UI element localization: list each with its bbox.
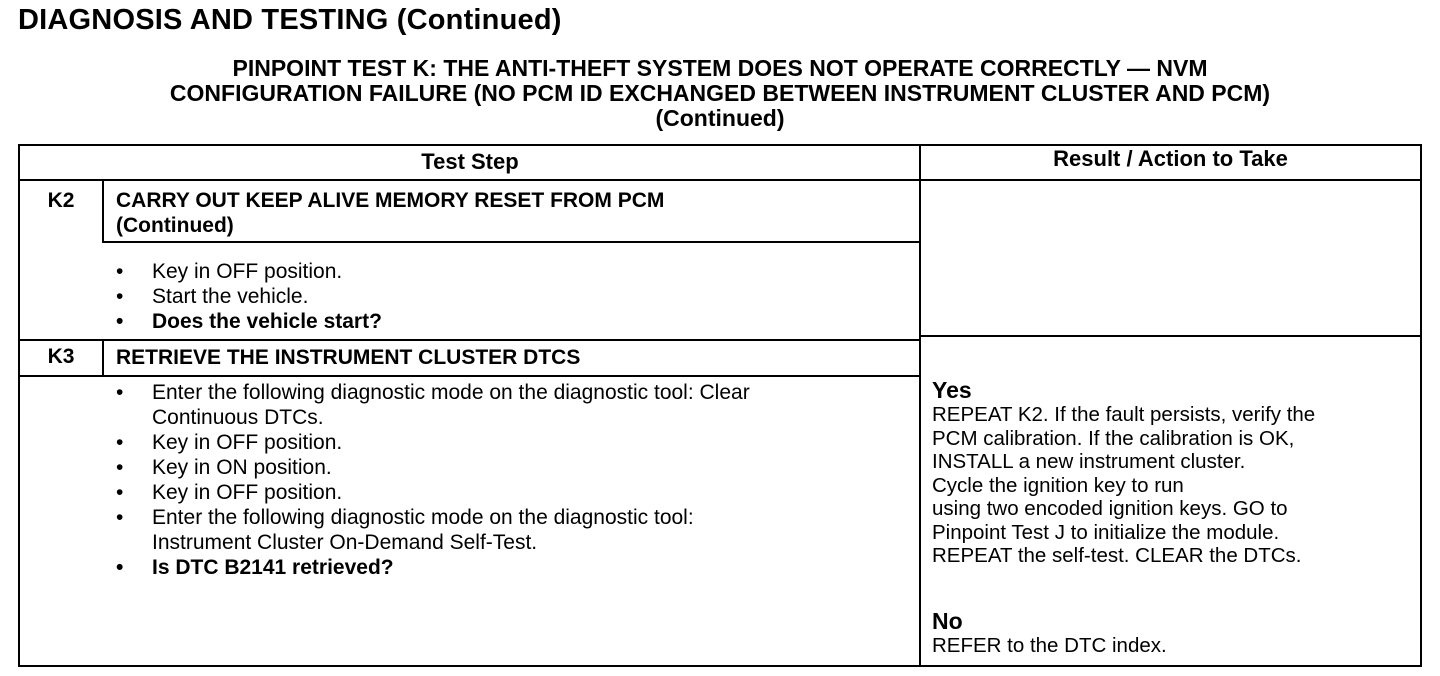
k2-k3-divider	[20, 339, 920, 341]
result-yes-line: INSTALL a new instrument cluster.	[932, 450, 1246, 473]
list-item: • Enter the following diagnostic mode on the diagnostic tool: Clear Continuous DTCs.	[116, 381, 750, 429]
result-yes-line: Cycle the ignition key to run	[932, 473, 1184, 497]
bullet-icon: •	[116, 506, 124, 529]
k2-title-divider	[102, 241, 920, 243]
pinpoint-test-table	[18, 144, 1422, 667]
pinpoint-test-title	[18, 56, 1422, 131]
k3-title-divider	[20, 375, 920, 377]
list-item-question: • Is DTC B2141 retrieved?	[116, 556, 394, 579]
header-result-action: Result / Action to Take	[1053, 146, 1288, 171]
bullet-icon: •	[116, 431, 124, 454]
result-yes-line: REPEAT K2. If the fault persists, verify the	[932, 403, 1316, 426]
list-item-question: • Does the vehicle start?	[116, 310, 382, 333]
bullet-icon: •	[116, 310, 124, 333]
list-item: • Start the vehicle.	[116, 285, 309, 308]
step-title-k2-line-1: CARRY OUT KEEP ALIVE MEMORY RESET FROM PCM	[116, 189, 665, 212]
bullet-icon: •	[116, 481, 124, 504]
bullet-icon: •	[116, 556, 124, 579]
result-yes-line: using two encoded ignition keys. GO to	[932, 497, 1288, 520]
step-k3-instructions	[116, 380, 916, 580]
bullet-icon: •	[116, 285, 124, 308]
result-yes-label: Yes	[932, 377, 972, 403]
bullet-icon: •	[116, 456, 124, 479]
step-id-k2: K2	[47, 189, 75, 212]
id-column-divider-k3	[102, 341, 104, 377]
list-item: • Key in ON position.	[116, 456, 332, 479]
step-title-k2-line-2: (Continued)	[116, 214, 234, 237]
step-id-k3: K3	[47, 345, 75, 368]
page-title: DIAGNOSIS AND TESTING (Continued)	[18, 4, 562, 36]
bullet-icon: •	[116, 381, 124, 404]
result-divider	[920, 335, 1420, 337]
header-test-step: Test Step	[421, 149, 519, 174]
list-item: • Key in OFF position.	[116, 260, 343, 283]
list-item: • Enter the following diagnostic mode on the diagnostic tool: Instrument Cluster On-Demand Self-Test.	[116, 506, 694, 554]
result-yes-line: Pinpoint Test J to initialize the module.	[932, 520, 1280, 544]
result-yes-line: PCM calibration. If the calibration is OK,	[932, 426, 1295, 450]
list-item: • Key in OFF position.	[116, 481, 343, 504]
result-no-label: No	[932, 607, 963, 634]
header-divider	[20, 179, 1420, 181]
id-column-divider-k2	[102, 181, 104, 242]
step-title-k2	[116, 188, 916, 238]
result-yes-action	[932, 403, 1418, 568]
test-title-line-2: CONFIGURATION FAILURE (NO PCM ID EXCHANGED BETWEEN INSTRUMENT CLUSTER AND PCM)	[169, 80, 1271, 106]
step-title-k3: RETRIEVE THE INSTRUMENT CLUSTER DTCS	[116, 346, 581, 369]
test-title-line-1: PINPOINT TEST K: THE ANTI-THEFT SYSTEM DOES NOT OPERATE CORRECTLY — NVM	[232, 55, 1208, 81]
test-title-line-3: (Continued)	[655, 105, 785, 131]
result-yes-line: REPEAT the self-test. CLEAR the DTCs.	[932, 544, 1302, 567]
list-item: • Key in OFF position.	[116, 431, 343, 454]
column-divider	[919, 146, 921, 665]
result-no-line: REFER to the DTC index.	[932, 633, 1167, 657]
bullet-icon: •	[116, 260, 124, 283]
step-k2-instructions	[116, 259, 916, 334]
k3-result	[932, 377, 1418, 657]
